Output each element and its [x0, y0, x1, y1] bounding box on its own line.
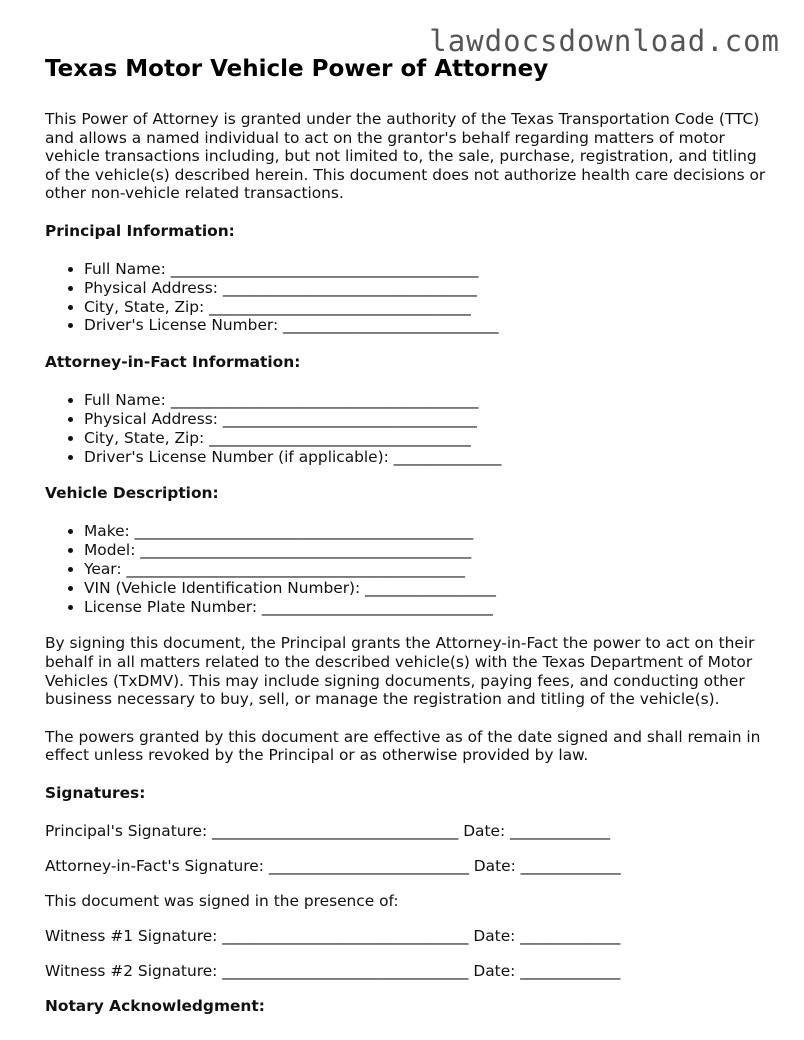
attorney-city-state-zip: • City, State, Zip: __________________________________	[84, 429, 775, 448]
notary-heading: Notary Acknowledgment:	[45, 996, 265, 1015]
vehicle-model: • Model: ___________________________________________	[84, 541, 775, 560]
intro-paragraph: This Power of Attorney is granted under the authority of the Texas Transportation Code (TTC) and allows a named individual to act on the grantor's behalf regarding matters of motor vehicle transactions including, but not limited to, the sale, purchase, registration, and titling of the vehicle(s) described herein. This document does not authorize health care decisions or other non-vehicle related transactions.	[45, 110, 766, 203]
attorney-signature-line: Attorney-in-Fact's Signature: __________________________ Date: _____________	[45, 856, 621, 875]
vehicle-heading: Vehicle Description:	[45, 484, 219, 503]
principal-license: • Driver's License Number: ____________________________	[84, 316, 775, 335]
vehicle-list	[45, 522, 775, 616]
attorney-heading: Attorney-in-Fact Information:	[45, 353, 301, 372]
document-page	[45, 52, 775, 1035]
attorney-list	[45, 391, 775, 466]
grant-paragraph: By signing this document, the Principal grants the Attorney-in-Fact the power to act on their behalf in all matters related to the described vehicle(s) with the Texas Department of Motor Vehicles (TxDMV). This may include signing documents, paying fees, and conducting other business necessary to buy, sell, or manage the registration and titling of the vehicle(s).	[45, 634, 755, 709]
vehicle-year: • Year: ____________________________________________	[84, 560, 775, 579]
vehicle-plate: • License Plate Number: ______________________________	[84, 598, 775, 617]
watermark: lawdocsdownload.com	[429, 24, 780, 58]
principal-heading: Principal Information:	[45, 221, 235, 240]
attorney-address: • Physical Address: _________________________________	[84, 410, 775, 429]
document-title: Texas Motor Vehicle Power of Attorney	[45, 56, 549, 82]
presence-statement: This document was signed in the presence of:	[45, 891, 399, 910]
principal-address: • Physical Address: _________________________________	[84, 279, 775, 298]
principal-full-name: • Full Name: ________________________________________	[84, 260, 775, 279]
vehicle-vin: • VIN (Vehicle Identification Number): _________________	[84, 579, 775, 598]
witness2-signature-line: Witness #2 Signature: ________________________________ Date: _____________	[45, 961, 621, 980]
principal-list	[45, 260, 775, 335]
effect-paragraph: The powers granted by this document are effective as of the date signed and shall remain in effect unless revoked by the Principal or as otherwise provided by law.	[45, 727, 761, 765]
attorney-full-name: • Full Name: ________________________________________	[84, 391, 775, 410]
principal-city-state-zip: • City, State, Zip: __________________________________	[84, 298, 775, 317]
attorney-license: • Driver's License Number (if applicable): ______________	[84, 448, 775, 467]
witness1-signature-line: Witness #1 Signature: ________________________________ Date: _____________	[45, 926, 621, 945]
signatures-heading: Signatures:	[45, 783, 146, 802]
vehicle-make: • Make: ____________________________________________	[84, 522, 775, 541]
principal-signature-line: Principal's Signature: ________________________________ Date: _____________	[45, 821, 611, 840]
